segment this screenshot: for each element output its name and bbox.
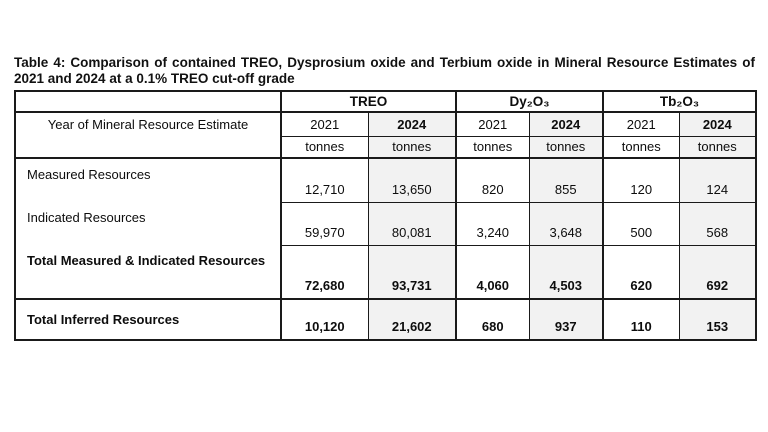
- row-label: Total Inferred Resources: [15, 299, 281, 340]
- year-cell-tb-2021: 2021: [603, 112, 679, 136]
- value-cell: 12,710: [281, 158, 368, 202]
- table-row-measured: [15, 158, 756, 202]
- col-group-dy2o3: Dy₂O₃: [456, 91, 603, 112]
- year-cell-dy-2024: 2024: [529, 112, 603, 136]
- value-cell: 80,081: [368, 202, 456, 245]
- value-cell: 153: [679, 299, 756, 340]
- value-cell: 568: [679, 202, 756, 245]
- unit-cell: tonnes: [529, 136, 603, 158]
- value-cell: 72,680: [281, 245, 368, 299]
- value-cell: 620: [603, 245, 679, 299]
- mineral-resource-comparison-table: [14, 90, 757, 341]
- group-header-row: [15, 91, 756, 112]
- value-cell: 680: [456, 299, 529, 340]
- unit-cell: tonnes: [456, 136, 529, 158]
- unit-row: [15, 136, 756, 158]
- value-cell: 3,240: [456, 202, 529, 245]
- table-row-total-inferred: [15, 299, 756, 340]
- year-cell-tb-2024: 2024: [679, 112, 756, 136]
- col-group-tb2o3: Tb₂O₃: [603, 91, 756, 112]
- year-header-row: [15, 112, 756, 136]
- table-row-indicated: [15, 202, 756, 245]
- table-row-total-measured-indicated: [15, 245, 756, 299]
- value-cell: 13,650: [368, 158, 456, 202]
- value-cell: 21,602: [368, 299, 456, 340]
- value-cell: 500: [603, 202, 679, 245]
- row-label: Total Measured & Indicated Resources: [15, 245, 281, 299]
- unit-cell: tonnes: [281, 136, 368, 158]
- value-cell: 4,060: [456, 245, 529, 299]
- year-cell-treo-2021: 2021: [281, 112, 368, 136]
- value-cell: 3,648: [529, 202, 603, 245]
- row-label: Indicated Resources: [15, 202, 281, 245]
- value-cell: 4,503: [529, 245, 603, 299]
- corner-cell: [15, 91, 281, 112]
- year-cell-dy-2021: 2021: [456, 112, 529, 136]
- value-cell: 937: [529, 299, 603, 340]
- value-cell: 93,731: [368, 245, 456, 299]
- row-header-year: Year of Mineral Resource Estimate: [15, 112, 281, 136]
- value-cell: 10,120: [281, 299, 368, 340]
- year-cell-treo-2024: 2024: [368, 112, 456, 136]
- row-label: Measured Resources: [15, 158, 281, 202]
- value-cell: 124: [679, 158, 756, 202]
- unit-cell: tonnes: [368, 136, 456, 158]
- value-cell: 59,970: [281, 202, 368, 245]
- value-cell: 820: [456, 158, 529, 202]
- value-cell: 120: [603, 158, 679, 202]
- unit-cell: tonnes: [679, 136, 756, 158]
- value-cell: 855: [529, 158, 603, 202]
- table-caption: Table 4: Comparison of contained TREO, Dysprosium oxide and Terbium oxide in Mineral Resource Estimates of 2021 and 2024 at a 0.1% TREO cut-off grade: [14, 55, 755, 86]
- value-cell: 692: [679, 245, 756, 299]
- unit-cell: tonnes: [603, 136, 679, 158]
- unit-row-label-cell: [15, 136, 281, 158]
- value-cell: 110: [603, 299, 679, 340]
- col-group-treo: TREO: [281, 91, 456, 112]
